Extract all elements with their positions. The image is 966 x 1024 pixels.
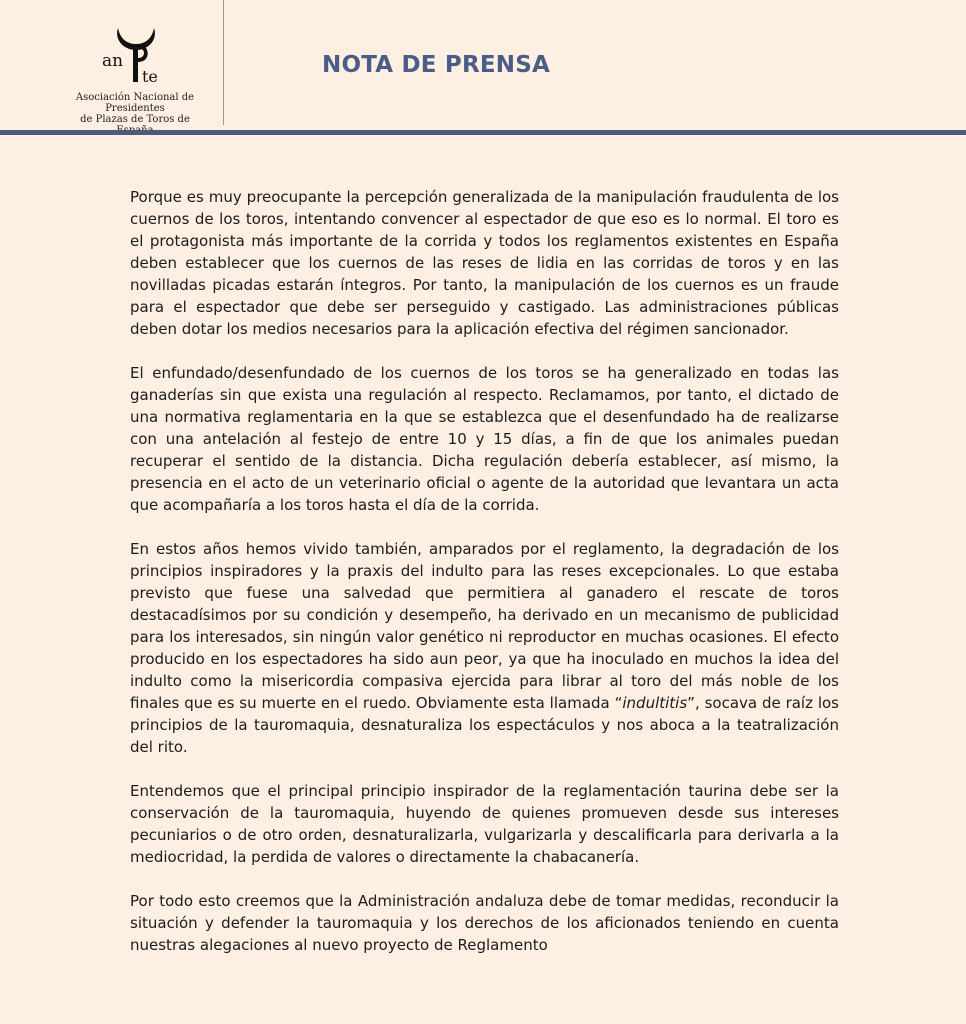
logo-mark-an: an [102,51,124,71]
paragraph-4: Entendemos que el principal principio inspirador de la reglamentación taurina debe ser la conservación de la tauromaquia, huyendo de quienes promueven desde sus intereses pecuniarios o de otro orden, desnaturalizarla, vulgarizarla y descalificarla para derivarla a la mediocridad, la perdida de valores o directamente la chabacanería. [130,782,839,866]
header-divider [223,0,224,125]
logo-caption-line2: de Plazas de Toros de [80,114,190,125]
paragraph-3-text-a: En estos años hemos vivido también, amparados por el reglamento, la degradación de los principios inspiradores y la praxis del indulto para las reses excepcionales. Lo que estaba previsto que fuese una salvedad que permitiera al ganadero el rescate de toros destacadísimos por su condición y desempeño, ha derivado en un mecanismo de publicidad para los interesados, sin ningún valor genético ni reproductor en muchas ocasiones. El efecto producido en los espectadores ha sido aun peor, ya que ha inoculado en muchos la idea del indulto como la misericordia compasiva ejercida para librar al toro del más noble de los finales que es su muerte en el ruedo. Obviamente esta llamada “ [130,540,839,712]
bull-logo-icon [96,22,176,88]
anpte-logo [60,22,210,125]
press-release-body [130,186,839,978]
page-title: NOTA DE PRENSA [322,52,551,78]
logo-caption-line1: Asociación Nacional de Presidentes [75,92,195,114]
paragraph-1: Porque es muy preocupante la percepción generalizada de la manipulación fraudulenta de los cuernos de los toros, intentando convencer al espectador de que eso es lo normal. El toro es el protagonista más importante de la corrida y todos los reglamentos existentes en España deben establecer que los cuernos de las reses de lidia en las corridas de toros y en las novilladas picadas estarán íntegros. Por tanto, la manipulación de los cuernos es un fraude para el espectador que debe ser perseguido y castigado. Las administraciones públicas deben dotar los medios necesarios para la aplicación efectiva del régimen sancionador. [130,188,839,338]
paragraph-3-text-b: ”, socava de raíz los principios de la tauromaquia, desnaturaliza los espectáculos y nos aboca a la teatralización del rito. [130,694,840,756]
paragraph-3-italic: indultitis [622,694,688,712]
paragraph-3 [130,538,839,758]
page-header [0,0,966,130]
paragraph-5: Por todo esto creemos que la Administración andaluza debe de tomar medidas, reconducir la situación y defender la tauromaquia y los derechos de los aficionados teniendo en cuenta nuestras alegaciones al nuevo proyecto de Reglamento [130,892,839,954]
header-rule [0,130,966,135]
paragraph-2: El enfundado/desenfundado de los cuernos de los toros se ha generalizado en todas las ganaderías sin que exista una regulación al respecto. Reclamamos, por tanto, el dictado de una normativa reglamentaria en la que se establezca que el desenfundado ha de realizarse con una antelación al festejo de entre 10 y 15 días, a fin de que los animales puedan recuperar el sentido de la distancia. Dicha regulación debería establecer, así mismo, la presencia en el acto de un veterinario oficial o agente de la autoridad que levantara un acta que acompañaría a los toros hasta el día de la corrida. [130,364,839,514]
logo-mark-te: te [142,67,158,86]
logo-mark-p: P [96,22,97,23]
